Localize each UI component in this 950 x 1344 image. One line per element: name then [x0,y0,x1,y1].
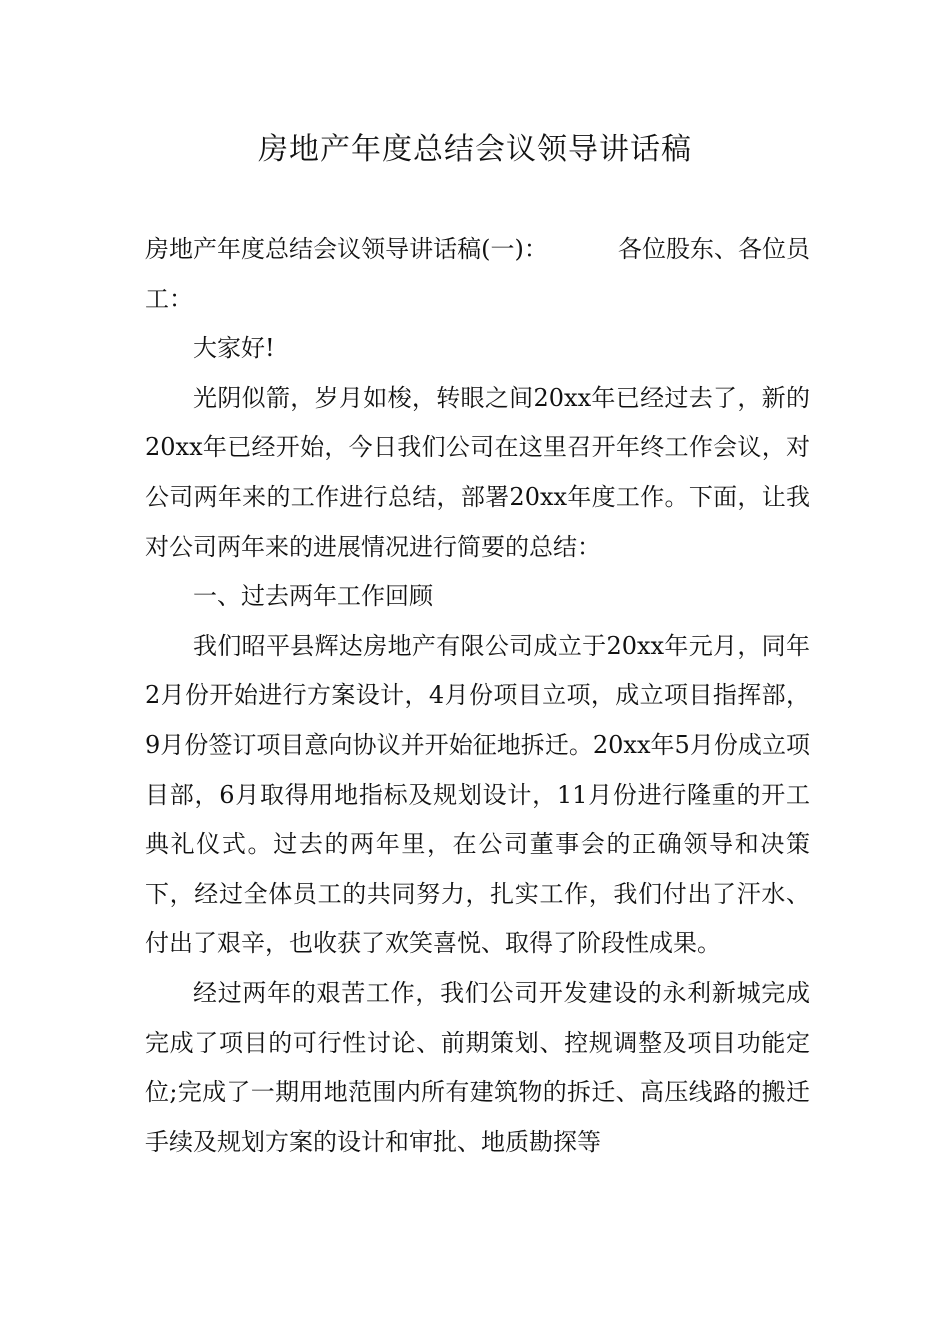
section-heading: 一、过去两年工作回顾 [193,582,433,611]
document-body [145,225,810,1167]
document-title: 房地产年度总结会议领导讲话稿 [258,132,692,167]
paragraph-achievements: 经过两年的艰苦工作，我们公司开发建设的永利新城完成完成了项目的可行性讨论、前期策划、控规调整及项目功能定位;完成了一期用地范围内所有建筑物的拆迁、高压线路的搬迁手续及规划方案的设计和审批、地质勘探等 [145,978,810,1156]
opening-label: 房地产年度总结会议领导讲话稿(一)： [145,235,548,263]
salutation: 各位股东、各位员工： [145,235,811,313]
opening-line [145,225,810,324]
paragraph-history: 我们昭平县辉达房地产有限公司成立于20xx年元月，同年2月份开始进行方案设计，4月份项目立项，成立项目指挥部，9月份签订项目意向协议并开始征地拆迁。20xx年5月份成立项目部，6月取得用地指标及规划设计，11月份进行隆重的开工典礼仪式。过去的两年里，在公司董事会的正确领导和决策下，经过全体员工的共同努力，扎实工作，我们付出了汗水、付出了艰辛，也收获了欢笑喜悦、取得了阶段性成果。 [145,631,810,958]
paragraph-intro: 光阴似箭，岁月如梭，转眼之间20xx年已经过去了，新的20xx年已经开始，今日我们公司在这里召开年终工作会议，对公司两年来的工作进行总结，部署20xx年度工作。下面，让我对公司两年来的进展情况进行简要的总结： [145,383,810,561]
paragraph-greeting: 大家好! [193,334,275,363]
